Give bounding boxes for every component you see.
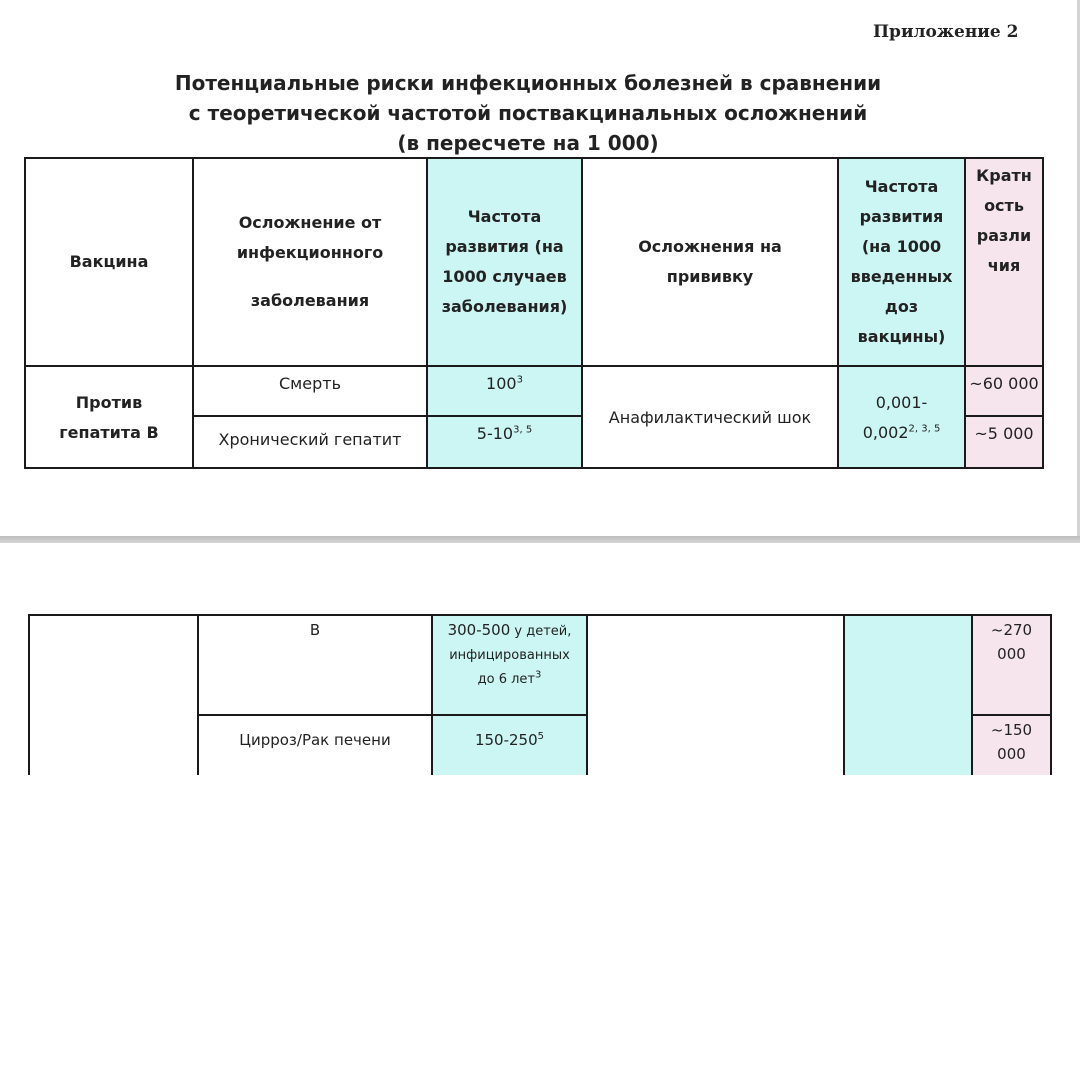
header-disease-complication: Осложнение от инфекционного заболевания — [193, 158, 427, 366]
table-row — [25, 366, 1043, 416]
risk-table-continued — [28, 614, 1052, 775]
page-top — [0, 0, 1080, 536]
vaccine-cell: Против гепатита В — [25, 366, 193, 468]
appendix-label: Приложение 2 — [873, 22, 1019, 42]
page-separator — [0, 536, 1080, 543]
risk-table — [24, 157, 1044, 469]
ratio-cell: ~60 000 — [965, 366, 1043, 416]
vaccine-complication-cell: Анафилактический шок — [582, 366, 838, 468]
title-line-1: Потенциальные риски инфекционных болезней в сравнении — [174, 71, 882, 95]
header-vaccine: Вакцина — [25, 158, 193, 366]
title-line-2: с теоретической частотой поствакцинальных осложнений — [188, 101, 868, 125]
complication-cell: Смерть — [193, 366, 427, 416]
vaccine-frequency-cell: 0,001- 0,002$^{2, 3, 5}$ — [838, 366, 965, 468]
complication-cell: Цирроз/Рак печени — [198, 715, 432, 775]
complication-cell: Хронический гепатит — [193, 416, 427, 468]
ratio-cell: ~270 000 — [972, 615, 1051, 715]
header-vaccine-complication: Осложнения на прививку — [582, 158, 838, 366]
vaccine-complication-cell — [587, 615, 844, 775]
disease-frequency-cell: $100^3$ — [427, 366, 582, 416]
disease-frequency-cell: 300-500 у детей, инфицированных до 6 лет$^3$ — [432, 615, 587, 715]
header-disease-frequency: Частота развития (на 1000 случаев заболевания) — [427, 158, 582, 366]
page-title — [150, 68, 906, 158]
table-row — [29, 615, 1051, 715]
ratio-cell: ~5 000 — [965, 416, 1043, 468]
vaccine-frequency-cell — [844, 615, 972, 775]
header-vaccine-frequency: Частота развития (на 1000 введенных доз вакцины) — [838, 158, 965, 366]
complication-cell: В — [198, 615, 432, 715]
header-ratio: Кратн ость разли чия — [965, 158, 1043, 366]
disease-frequency-cell: 5-10$^{3, 5}$ — [427, 416, 582, 468]
ratio-cell: ~150 000 — [972, 715, 1051, 775]
disease-frequency-cell: $150-250^5$ — [432, 715, 587, 775]
vaccine-cell — [29, 615, 198, 775]
table-header-row — [25, 158, 1043, 366]
title-line-3: (в пересчете на 1 000) — [397, 131, 659, 155]
